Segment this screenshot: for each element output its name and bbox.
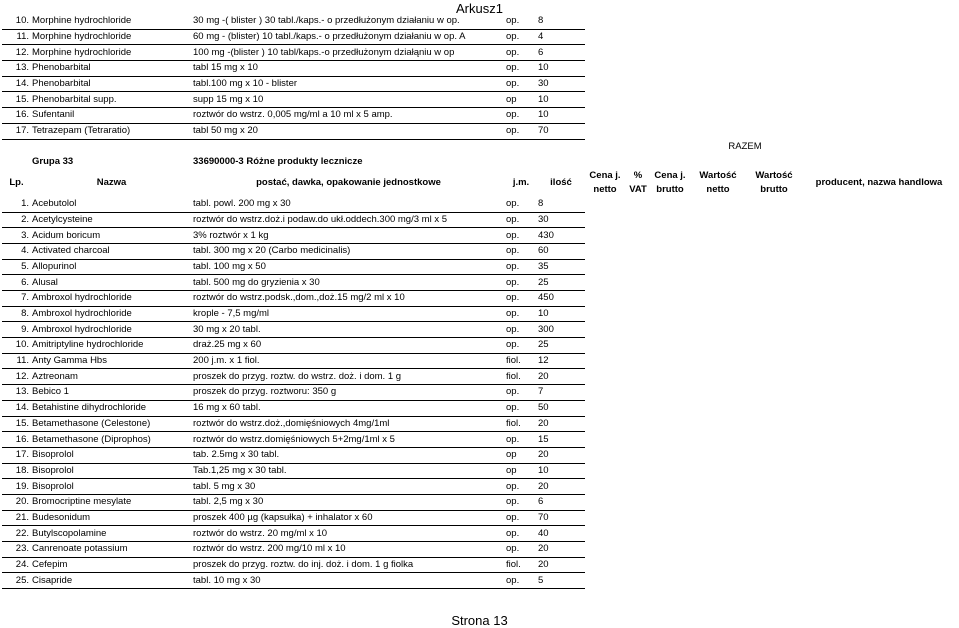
row-lp: 20.: [2, 494, 31, 510]
row-form: 100 mg -(blister ) 10 tabl/kaps.-o przedłużonym działąniu w op: [192, 45, 505, 61]
row-unit: op.: [505, 526, 537, 542]
row-qty: 20: [537, 416, 585, 432]
row-lp: 4.: [2, 243, 31, 259]
row-lp: 23.: [2, 542, 31, 558]
row-unit: op.: [505, 243, 537, 259]
row-empty-cells: [585, 416, 957, 432]
table-row: [2, 479, 957, 495]
row-form: krople - 7,5 mg/ml: [192, 306, 505, 322]
row-form: roztwór do wstrz.doż.,domięśniowych 4mg/1ml: [192, 416, 505, 432]
row-qty: 12: [537, 353, 585, 369]
row-qty: 7: [537, 385, 585, 401]
row-qty: 10: [537, 108, 585, 124]
row-lp: 7.: [2, 291, 31, 307]
table-row: [2, 322, 957, 338]
row-lp: 5.: [2, 259, 31, 275]
row-empty-cells: [585, 14, 957, 29]
row-form: tabl. 300 mg x 20 (Carbo medicinalis): [192, 243, 505, 259]
row-qty: 40: [537, 526, 585, 542]
row-form: 3% roztwór x 1 kg: [192, 228, 505, 244]
table-row: [2, 573, 957, 589]
row-form: tabl. 100 mg x 50: [192, 259, 505, 275]
row-unit: fiol.: [505, 369, 537, 385]
row-name: Aztreonam: [31, 369, 192, 385]
row-empty-cells: [585, 542, 957, 558]
table-row: [2, 212, 957, 228]
row-qty: 25: [537, 338, 585, 354]
row-name: Ambroxol hydrochloride: [31, 291, 192, 307]
row-empty-cells: [585, 61, 957, 77]
row-qty: 20: [537, 369, 585, 385]
row-unit: op.: [505, 291, 537, 307]
row-name: Morphine hydrochloride: [31, 45, 192, 61]
row-form: tabl 15 mg x 10: [192, 61, 505, 77]
row-qty: 8: [537, 197, 585, 212]
row-empty-cells: [585, 108, 957, 124]
table-row: [2, 510, 957, 526]
row-qty: 30: [537, 212, 585, 228]
row-form: 200 j.m. x 1 fiol.: [192, 353, 505, 369]
row-name: Canrenoate potassium: [31, 542, 192, 558]
row-qty: 6: [537, 45, 585, 61]
row-name: Amitriptyline hydrochloride: [31, 338, 192, 354]
row-lp: 13.: [2, 385, 31, 401]
row-empty-cells: [585, 526, 957, 542]
row-form: 60 mg - (blister) 10 tabl./kaps.- o przedłużonym działaniu w op. A: [192, 29, 505, 45]
table-row: [2, 557, 957, 573]
row-empty-cells: [585, 45, 957, 61]
row-lp: 1.: [2, 197, 31, 212]
row-name: Bromocriptine mesylate: [31, 494, 192, 510]
table-row: [2, 338, 957, 354]
row-empty-cells: [585, 197, 957, 212]
row-lp: 19.: [2, 479, 31, 495]
row-unit: op.: [505, 338, 537, 354]
row-unit: fiol.: [505, 416, 537, 432]
row-unit: op.: [505, 197, 537, 212]
row-lp: 17.: [2, 447, 31, 463]
row-unit: op.: [505, 275, 537, 291]
row-form: tabl. 5 mg x 30: [192, 479, 505, 495]
header-value-net: Wartość netto: [699, 169, 737, 195]
row-qty: 300: [537, 322, 585, 338]
row-unit: op.: [505, 61, 537, 77]
row-empty-cells: [585, 400, 957, 416]
table-row: [2, 228, 957, 244]
table-row: [2, 369, 957, 385]
top-rows: [2, 14, 957, 139]
row-lp: 16.: [2, 432, 31, 448]
row-empty-cells: [585, 322, 957, 338]
row-lp: 12.: [2, 45, 31, 61]
row-form: roztwór do wstrz.doż.i podaw.do ukł.oddech.300 mg/3 ml x 5: [192, 212, 505, 228]
row-unit: op.: [505, 432, 537, 448]
row-name: Morphine hydrochloride: [31, 14, 192, 29]
row-form: roztwór do wstrz. 200 mg/10 ml x 10: [192, 542, 505, 558]
row-qty: 430: [537, 228, 585, 244]
row-lp: 10.: [2, 338, 31, 354]
row-empty-cells: [585, 463, 957, 479]
row-form: roztwór do wstrz.podsk.,dom.,doż.15 mg/2 ml x 10: [192, 291, 505, 307]
header-qty: ilość: [550, 176, 572, 188]
sheet-title: Arkusz1: [456, 1, 503, 16]
header-row: [2, 169, 957, 197]
row-name: Alusal: [31, 275, 192, 291]
row-form: draż.25 mg x 60: [192, 338, 505, 354]
header-producer: producent, nazwa handlowa: [815, 176, 943, 188]
group-row: [2, 154, 957, 169]
table-row: [2, 526, 957, 542]
row-empty-cells: [585, 76, 957, 92]
row-unit: op.: [505, 123, 537, 139]
table-row: [2, 463, 957, 479]
row-form: roztwór do wstrz.domięśniowych 5+2mg/1ml x 5: [192, 432, 505, 448]
table-row: [2, 259, 957, 275]
row-form: roztwór do wstrz. 20 mg/ml x 10: [192, 526, 505, 542]
row-unit: op.: [505, 29, 537, 45]
row-qty: 10: [537, 61, 585, 77]
row-empty-cells: [585, 228, 957, 244]
row-name: Activated charcoal: [31, 243, 192, 259]
row-name: Acebutolol: [31, 197, 192, 212]
row-form: proszek 400 µg (kapsułka) + inhalator x 60: [192, 510, 505, 526]
row-unit: op: [505, 92, 537, 108]
row-form: tabl. powl. 200 mg x 30: [192, 197, 505, 212]
row-lp: 14.: [2, 400, 31, 416]
header-price-net: Cena j. netto: [589, 169, 621, 195]
row-empty-cells: [585, 275, 957, 291]
row-name: Morphine hydrochloride: [31, 29, 192, 45]
table-row: [2, 275, 957, 291]
row-name: Bebico 1: [31, 385, 192, 401]
row-form: 16 mg x 60 tabl.: [192, 400, 505, 416]
row-empty-cells: [585, 123, 957, 139]
row-lp: 12.: [2, 369, 31, 385]
row-form: Tab.1,25 mg x 30 tabl.: [192, 463, 505, 479]
row-unit: op.: [505, 573, 537, 589]
row-name: Allopurinol: [31, 259, 192, 275]
row-unit: op.: [505, 385, 537, 401]
group-title: Grupa 33: [32, 155, 74, 167]
header-price-gross: Cena j. brutto: [654, 169, 686, 195]
row-lp: 18.: [2, 463, 31, 479]
table-row: [2, 494, 957, 510]
row-empty-cells: [585, 29, 957, 45]
row-lp: 9.: [2, 322, 31, 338]
row-unit: op.: [505, 228, 537, 244]
row-unit: op.: [505, 45, 537, 61]
row-qty: 20: [537, 542, 585, 558]
table-row: [2, 45, 957, 61]
row-empty-cells: [585, 557, 957, 573]
table-row: [2, 108, 957, 124]
row-unit: op.: [505, 510, 537, 526]
row-unit: op: [505, 447, 537, 463]
row-qty: 25: [537, 275, 585, 291]
row-name: Ambroxol hydrochloride: [31, 322, 192, 338]
row-lp: 8.: [2, 306, 31, 322]
row-lp: 11.: [2, 353, 31, 369]
row-qty: 15: [537, 432, 585, 448]
table-row: [2, 29, 957, 45]
row-form: roztwór do wstrz. 0,005 mg/ml a 10 ml x 5 amp.: [192, 108, 505, 124]
row-empty-cells: [585, 385, 957, 401]
row-lp: 15.: [2, 416, 31, 432]
header-name: Nazwa: [96, 176, 127, 188]
row-qty: 20: [537, 557, 585, 573]
row-name: Bisoprolol: [31, 479, 192, 495]
row-qty: 20: [537, 447, 585, 463]
row-empty-cells: [585, 291, 957, 307]
row-form: 30 mg x 20 tabl.: [192, 322, 505, 338]
row-unit: fiol.: [505, 557, 537, 573]
row-lp: 10.: [2, 14, 31, 29]
row-empty-cells: [585, 259, 957, 275]
row-unit: op.: [505, 212, 537, 228]
table-row: [2, 385, 957, 401]
row-unit: op: [505, 463, 537, 479]
table-row: [2, 92, 957, 108]
row-name: Betamethasone (Diprophos): [31, 432, 192, 448]
row-lp: 21.: [2, 510, 31, 526]
group-code: 33690000-3 Różne produkty lecznicze: [193, 155, 363, 167]
row-name: Acidum boricum: [31, 228, 192, 244]
table-row: [2, 353, 957, 369]
row-empty-cells: [585, 573, 957, 589]
row-lp: 2.: [2, 212, 31, 228]
row-unit: op.: [505, 306, 537, 322]
row-name: Phenobarbital: [31, 76, 192, 92]
row-empty-cells: [585, 92, 957, 108]
row-form: 30 mg -( blister ) 30 tabl./kaps.- o przedłużonym działaniu w op.: [192, 14, 505, 29]
row-name: Betahistine dihydrochloride: [31, 400, 192, 416]
row-name: Ambroxol hydrochloride: [31, 306, 192, 322]
row-qty: 50: [537, 400, 585, 416]
row-form: proszek do przyg. roztw. do inj. doż. i dom. 1 g fiolka: [192, 557, 505, 573]
row-qty: 4: [537, 29, 585, 45]
row-name: Anty Gamma Hbs: [31, 353, 192, 369]
spreadsheet-table: [2, 14, 957, 589]
razem-row: [2, 139, 957, 154]
row-unit: fiol.: [505, 353, 537, 369]
row-unit: op.: [505, 14, 537, 29]
table-row: [2, 243, 957, 259]
row-empty-cells: [585, 369, 957, 385]
table-row: [2, 14, 957, 29]
row-empty-cells: [585, 510, 957, 526]
table-row: [2, 123, 957, 139]
table-row: [2, 416, 957, 432]
table-row: [2, 76, 957, 92]
row-qty: 8: [537, 14, 585, 29]
row-form: proszek do przyg. roztworu: 350 g: [192, 385, 505, 401]
row-name: Cisapride: [31, 573, 192, 589]
row-empty-cells: [585, 447, 957, 463]
row-name: Bisoprolol: [31, 447, 192, 463]
row-qty: 30: [537, 76, 585, 92]
row-empty-cells: [585, 306, 957, 322]
row-name: Phenobarbital: [31, 61, 192, 77]
row-unit: op.: [505, 76, 537, 92]
main-rows: [2, 197, 957, 589]
row-qty: 5: [537, 573, 585, 589]
row-empty-cells: [585, 338, 957, 354]
row-qty: 70: [537, 123, 585, 139]
row-empty-cells: [585, 479, 957, 495]
row-unit: op.: [505, 108, 537, 124]
row-empty-cells: [585, 353, 957, 369]
row-qty: 450: [537, 291, 585, 307]
row-form: tabl.100 mg x 10 - blister: [192, 76, 505, 92]
table-row: [2, 542, 957, 558]
row-name: Butylscopolamine: [31, 526, 192, 542]
row-name: Tetrazepam (Tetraratio): [31, 123, 192, 139]
row-name: Cefepim: [31, 557, 192, 573]
row-lp: 3.: [2, 228, 31, 244]
row-unit: op.: [505, 542, 537, 558]
row-lp: 13.: [2, 61, 31, 77]
row-name: Phenobarbital supp.: [31, 92, 192, 108]
row-qty: 35: [537, 259, 585, 275]
row-qty: 20: [537, 479, 585, 495]
row-name: Bisoprolol: [31, 463, 192, 479]
row-unit: op.: [505, 322, 537, 338]
row-qty: 10: [537, 306, 585, 322]
row-name: Budesonidum: [31, 510, 192, 526]
page-footer: Strona 13: [451, 613, 508, 628]
header-lp: Lp.: [9, 176, 24, 188]
row-form: tab. 2.5mg x 30 tabl.: [192, 447, 505, 463]
row-form: tabl. 10 mg x 30: [192, 573, 505, 589]
table-row: [2, 197, 957, 212]
row-qty: 10: [537, 463, 585, 479]
row-empty-cells: [585, 494, 957, 510]
row-name: Acetylcysteine: [31, 212, 192, 228]
table-row: [2, 432, 957, 448]
row-lp: 16.: [2, 108, 31, 124]
header-form: postać, dawka, opakowanie jednostkowe: [256, 176, 441, 188]
row-name: Betamethasone (Celestone): [31, 416, 192, 432]
row-qty: 6: [537, 494, 585, 510]
row-lp: 25.: [2, 573, 31, 589]
row-empty-cells: [585, 243, 957, 259]
row-empty-cells: [585, 212, 957, 228]
row-empty-cells: [585, 432, 957, 448]
table-row: [2, 61, 957, 77]
row-form: tabl. 2,5 mg x 30: [192, 494, 505, 510]
row-unit: op.: [505, 400, 537, 416]
table-row: [2, 291, 957, 307]
header-value-gross: Wartość brutto: [755, 169, 793, 195]
row-lp: 15.: [2, 92, 31, 108]
row-unit: op.: [505, 259, 537, 275]
row-lp: 22.: [2, 526, 31, 542]
row-lp: 24.: [2, 557, 31, 573]
header-unit: j.m.: [512, 176, 530, 188]
row-form: proszek do przyg. roztw. do wstrz. doż. i dom. 1 g: [192, 369, 505, 385]
row-name: Sufentanil: [31, 108, 192, 124]
row-form: tabl. 500 mg do gryzienia x 30: [192, 275, 505, 291]
table-row: [2, 447, 957, 463]
row-lp: 6.: [2, 275, 31, 291]
row-qty: 60: [537, 243, 585, 259]
row-form: tabl 50 mg x 20: [192, 123, 505, 139]
razem-label: RAZEM: [728, 140, 762, 152]
row-unit: op.: [505, 479, 537, 495]
row-lp: 17.: [2, 123, 31, 139]
row-qty: 70: [537, 510, 585, 526]
table-row: [2, 400, 957, 416]
header-vat: % VAT: [629, 169, 647, 195]
row-form: supp 15 mg x 10: [192, 92, 505, 108]
row-qty: 10: [537, 92, 585, 108]
row-lp: 11.: [2, 29, 31, 45]
row-lp: 14.: [2, 76, 31, 92]
row-unit: op.: [505, 494, 537, 510]
table-row: [2, 306, 957, 322]
